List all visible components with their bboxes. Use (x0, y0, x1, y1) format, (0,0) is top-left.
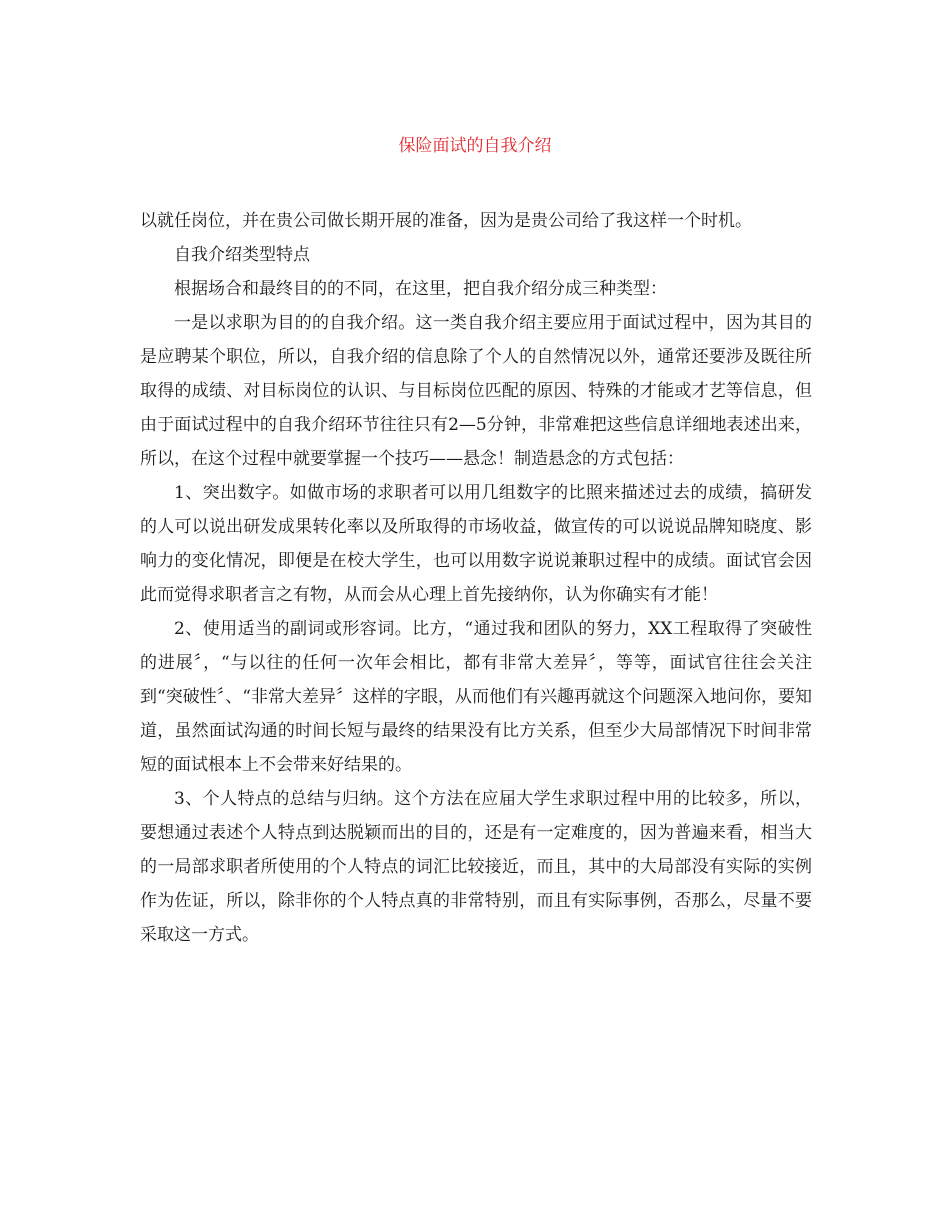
body-paragraph: 根据场合和最终目的的不同，在这里，把自我介绍分成三种类型： (174, 279, 667, 299)
body-paragraph: 一是以求职为目的的自我介绍。这一类自我介绍主要应用于面试过程中，因为其目的是应聘某个职位，所以，自我介绍的信息除了个人的自然情况以外，通常还要涉及既往所取得的成绩、对目标岗位的认识、与目标岗位匹配的原因、特殊的才能或才艺等信息，但由于面试过程中的自我介绍环节往往只有2—5分钟，非常难把这些信息详细地表述出来，所以，在这个过程中就要掌握一个技巧——悬念！制造悬念的方式包括： (140, 313, 812, 469)
body-paragraph: 2、使用适当的副词或形容词。比方，“通过我和团队的努力，XX工程取得了突破性的进展〞，“与以往的任何一次年会相比，都有非常大差异〞，等等，面试官往往会关注到“突破性〞、“非常大差异〞这样的字眼，从而他们有兴趣再就这个问题深入地问你，要知道，虽然面试沟通的时间长短与最终的结果没有比方关系，但至少大局部情况下时间非常短的面试根本上不会带来好结果的。 (140, 619, 812, 775)
document-body (140, 204, 812, 952)
body-paragraph: 以就任岗位，并在贵公司做长期开展的准备，因为是贵公司给了我这样一个时机。 (140, 211, 752, 231)
section-heading: 自我介绍类型特点 (174, 245, 310, 265)
document-title: 保险面试的自我介绍 (398, 136, 552, 156)
body-paragraph: 1、突出数字。如做市场的求职者可以用几组数字的比照来描述过去的成绩，搞研发的人可以说出研发成果转化率以及所取得的市场收益，做宣传的可以说说品牌知晓度、影响力的变化情况，即便是在校大学生，也可以用数字说说兼职过程中的成绩。面试官会因此而觉得求职者言之有物，从而会从心理上首先接纳你，认为你确实有才能！ (140, 483, 812, 605)
body-paragraph: 3、个人特点的总结与归纳。这个方法在应届大学生求职过程中用的比较多，所以，要想通过表述个人特点到达脱颖而出的目的，还是有一定难度的，因为普遍来看，相当大的一局部求职者所使用的个人特点的词汇比较接近，而且，其中的大局部没有实际的实例作为佐证，所以，除非你的个人特点真的非常特别，而且有实际事例，否那么，尽量不要采取这一方式。 (140, 789, 812, 945)
